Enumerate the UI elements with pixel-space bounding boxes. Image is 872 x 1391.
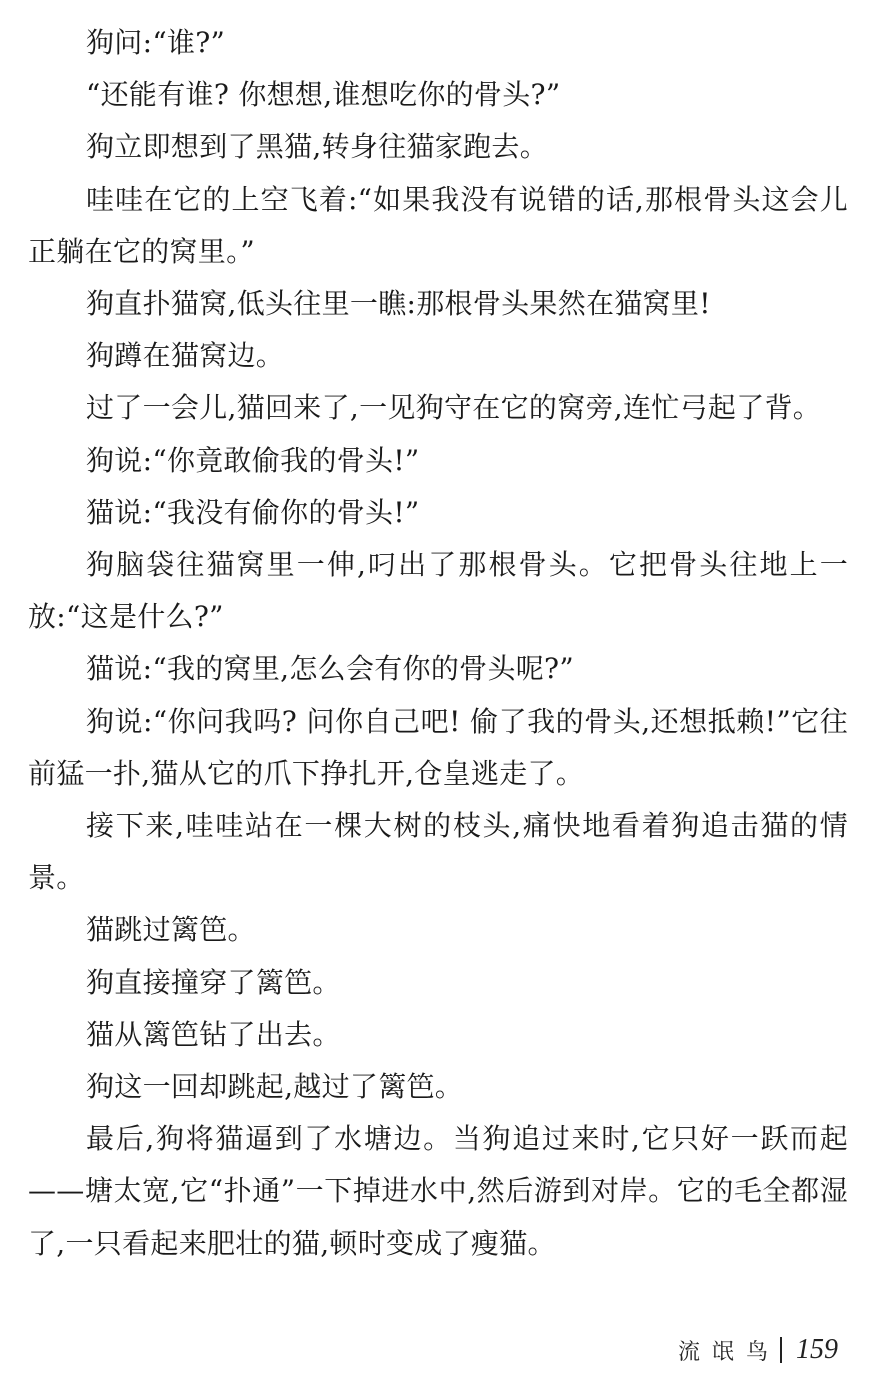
page-footer (678, 1330, 838, 1370)
paragraph: 狗说:“你问我吗? 问你自己吧! 偷了我的骨头,还想抵赖!”它往前猛一扑,猫从它的爪下挣扎开,仓皇逃走了。 (28, 704, 848, 790)
footer-divider (780, 1337, 782, 1363)
paragraph: 接下来,哇哇站在一棵大树的枝头,痛快地看着狗追击猫的情景。 (28, 809, 848, 895)
running-title: 流氓鸟 (677, 1339, 780, 1365)
paragraph: 猫跳过篱笆。 (86, 913, 256, 947)
paragraph: 哇哇在它的上空飞着:“如果我没有说错的话,那根骨头这会儿正躺在它的窝里。” (28, 182, 848, 268)
paragraph: 狗问:“谁?” (86, 26, 226, 59)
paragraph: 最后,狗将猫逼到了水塘边。当狗追过来时,它只好一跃而起——塘太宽,它“扑通”一下掉进水中,然后游到对岸。它的毛全都湿了,一只看起来肥壮的猫,顿时变成了瘦猫。 (28, 1122, 848, 1260)
paragraph: 狗直扑猫窝,低头往里一瞧:那根骨头果然在猫窝里! (86, 287, 711, 321)
paragraph: 狗说:“你竟敢偷我的骨头!” (86, 443, 420, 477)
paragraph: 猫从篱笆钻了出去。 (86, 1017, 341, 1051)
paragraph: 狗蹲在猫窝边。 (86, 339, 285, 373)
paragraph: 狗这一回却跳起,越过了篱笆。 (86, 1070, 464, 1104)
body-text (28, 17, 848, 1270)
page-number: 159 (796, 1334, 838, 1365)
paragraph: 狗直接撞穿了篱笆。 (86, 965, 341, 999)
paragraph: 过了一会儿,猫回来了,一见狗守在它的窝旁,连忙弓起了背。 (86, 391, 822, 425)
paragraph: 猫说:“我没有偷你的骨头!” (86, 495, 420, 529)
paragraph: “还能有谁? 你想想,谁想吃你的骨头?” (86, 78, 561, 112)
paragraph: 狗脑袋往猫窝里一伸,叼出了那根骨头。它把骨头往地上一放:“这是什么?” (28, 548, 848, 634)
paragraph: 猫说:“我的窝里,怎么会有你的骨头呢?” (86, 652, 574, 686)
paragraph: 狗立即想到了黑猫,转身往猫家跑去。 (86, 130, 549, 164)
